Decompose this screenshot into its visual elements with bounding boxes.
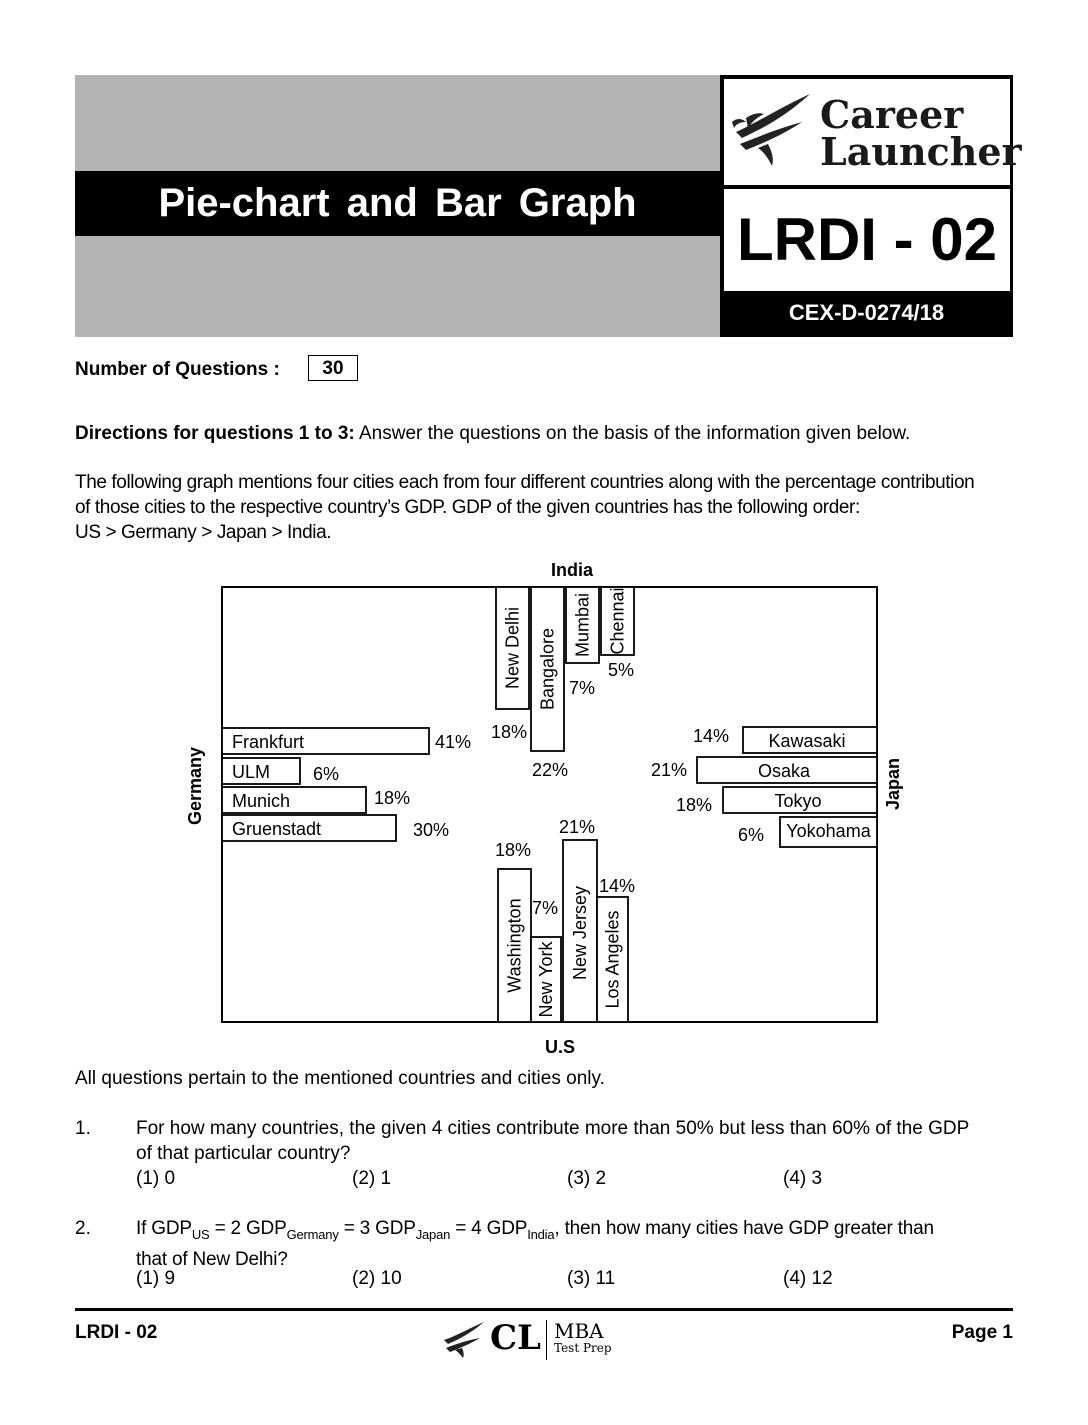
value-label: 18% xyxy=(494,840,532,860)
value-label: 22% xyxy=(531,760,569,780)
city-label: Mumbai xyxy=(572,592,593,658)
q2-part: = 3 GDP xyxy=(338,1218,416,1239)
questions-count: 30 xyxy=(308,355,358,381)
city-label: Chennai xyxy=(607,587,628,655)
value-label: 21% xyxy=(558,817,596,837)
question-number: 1. xyxy=(75,1118,91,1139)
footer-code: LRDI - 02 xyxy=(75,1322,158,1343)
option: (2) 1 xyxy=(352,1168,392,1189)
city-label: Tokyo xyxy=(774,791,822,811)
q2-part: If GDP xyxy=(136,1218,192,1239)
brand-name-line2: Launcher xyxy=(820,129,1022,174)
city-label: New York xyxy=(536,941,556,1018)
value-label: 41% xyxy=(434,732,472,752)
value-label: 5% xyxy=(607,660,635,680)
intro-line: of those cities to the respective country’s GDP. GDP of the given countries has the following order: xyxy=(75,497,860,518)
option: (4) 3 xyxy=(783,1168,823,1189)
question-line xyxy=(136,1216,1016,1247)
city-label: Osaka xyxy=(757,761,811,781)
city-label: New Jersey xyxy=(570,885,590,981)
city-label: ULM xyxy=(232,762,271,782)
q2-sub: India xyxy=(527,1226,555,1242)
test-code: LRDI - 02 xyxy=(736,206,998,273)
value-label: 6% xyxy=(312,764,340,784)
city-label: New Delhi xyxy=(502,606,523,690)
note: All questions pertain to the mentioned countries and cities only. xyxy=(75,1068,605,1089)
value-label: 30% xyxy=(412,820,450,840)
value-label: 6% xyxy=(737,825,765,845)
directions-label: Directions for questions 1 to 3: xyxy=(75,423,355,444)
city-label: Washington xyxy=(504,898,525,993)
city-label: Frankfurt xyxy=(232,732,305,752)
value-label: 18% xyxy=(490,722,528,742)
footer-mba: MBA xyxy=(554,1319,604,1343)
q2-sub: US xyxy=(191,1226,210,1242)
page-number: Page 1 xyxy=(951,1322,1013,1343)
footer-separator xyxy=(546,1320,547,1360)
directions-text: Answer the questions on the basis of the information given below. xyxy=(354,423,911,444)
city-label: Munich xyxy=(232,791,291,811)
question-line: For how many countries, the given 4 cities contribute more than 50% but less than 60% of the GDP xyxy=(136,1118,970,1139)
city-label: Kawasaki xyxy=(768,731,846,751)
question-line: that of New Delhi? xyxy=(136,1248,288,1270)
page-title: Pie-chart and Bar Graph xyxy=(158,181,637,225)
value-label: 18% xyxy=(675,795,713,815)
question-text xyxy=(136,1116,1016,1166)
footer-testprep: Test Prep xyxy=(554,1341,612,1355)
option: (1) 9 xyxy=(136,1268,176,1289)
q2-part: = 4 GDP xyxy=(450,1218,528,1239)
value-label: 7% xyxy=(531,898,559,918)
intro-line: The following graph mentions four cities each from four different countries along with the percentage contribution xyxy=(75,472,975,493)
city-label: Los Angeles xyxy=(602,910,623,1009)
value-label: 14% xyxy=(598,876,636,896)
option: (3) 11 xyxy=(567,1268,616,1289)
axis-label: India xyxy=(550,560,594,580)
question-number: 2. xyxy=(75,1218,91,1239)
q2-sub: Japan xyxy=(415,1226,451,1242)
option: (2) 10 xyxy=(352,1268,402,1289)
footer-logo: CL xyxy=(490,1318,541,1358)
axis-label: Germany xyxy=(185,746,205,826)
city-label: Yokohama xyxy=(786,821,871,841)
city-label: Gruenstadt xyxy=(232,819,322,839)
reference-code: CEX-D-0274/18 xyxy=(788,300,945,325)
q2-sub: Germany xyxy=(286,1226,339,1242)
value-label: 21% xyxy=(650,760,688,780)
q2-part: = 2 GDP xyxy=(209,1218,287,1239)
question-text xyxy=(136,1216,1016,1272)
intro-line: US > Germany > Japan > India. xyxy=(75,522,332,543)
city-label: Bangalore xyxy=(537,627,558,711)
axis-label: U.S xyxy=(544,1037,576,1057)
option: (1) 0 xyxy=(136,1168,176,1189)
questions-label: Number of Questions : xyxy=(75,359,280,380)
question-line: of that particular country? xyxy=(136,1143,351,1164)
option: (3) 2 xyxy=(567,1168,607,1189)
value-label: 18% xyxy=(373,788,411,808)
axis-label: Japan xyxy=(883,757,903,811)
brand-name-line1: Career xyxy=(820,92,964,137)
footer-rule xyxy=(75,1308,1013,1311)
value-label: 14% xyxy=(692,726,730,746)
q2-part: , then how many cities have GDP greater than xyxy=(554,1218,934,1239)
option: (4) 12 xyxy=(783,1268,833,1289)
value-label: 7% xyxy=(568,678,596,698)
swirl-logo-icon xyxy=(442,1322,486,1358)
